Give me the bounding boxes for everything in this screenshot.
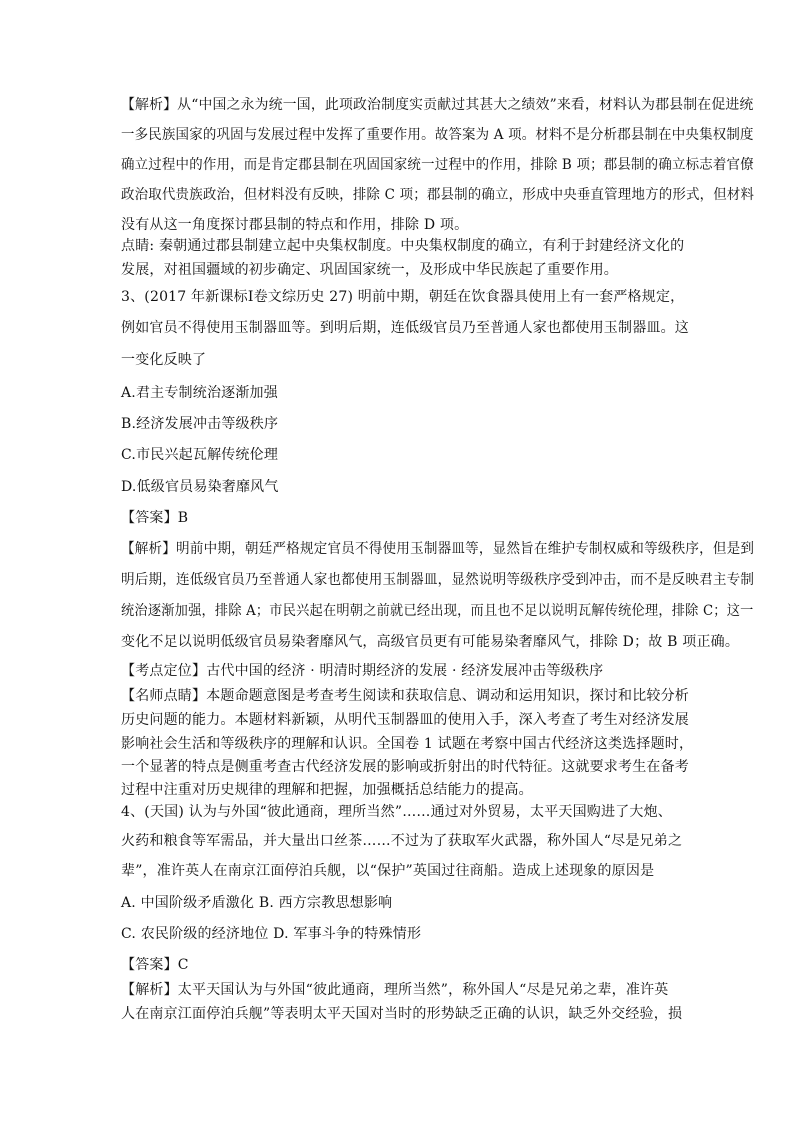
analysis-line-5: 没有从这一角度探讨郡县制的特点和作用，排除 D 项。 <box>121 217 469 233</box>
question-4-options-ab: A. 中国阶级矛盾激化 B. 西方宗教思想影响 <box>121 895 393 911</box>
note-line-1: 点睛: 秦朝通过郡县制建立起中央集权制度。中央集权制度的确立，有利于封建经济文化的 <box>121 238 685 254</box>
question-3-line-2: 例如官员不得使用玉制器皿等。到明后期，连低级官员乃至普通人家也都使用玉制器皿。这 <box>121 320 689 336</box>
analysis-3-line-1: 【解析】明前中期，朝廷严格规定官员不得使用玉制器皿等，显然旨在维护专制权威和等级秩序，但是到 <box>121 541 755 557</box>
knowledge-point: 【考点定位】古代中国的经济 · 明清时期经济的发展 · 经济发展冲击等级秩序 <box>121 663 604 679</box>
analysis-4-line-2: 人在南京江面停泊兵舰”等表明太平天国对当时的形势缺乏正确的认识，缺乏外交经验，损 <box>121 1006 683 1022</box>
question-4-line-2: 火药和粮食等军需品，并大量出口丝茶……不过为了获取军火武器，称外国人“尽是兄弟之 <box>121 833 683 849</box>
option-b: B.经济发展冲击等级秩序 <box>121 416 279 432</box>
question-3-line-3: 一变化反映了 <box>121 352 207 368</box>
teacher-note-line-2: 历史问题的能力。本题材料新颖，从明代玉制器皿的使用入手，深入考查了考生对经济发展 <box>121 712 689 728</box>
teacher-note-line-5: 过程中注重对历史规律的理解和把握，加强概括总结能力的提高。 <box>121 782 533 798</box>
analysis-line-4: 政治取代贵族政治，但材料没有反映，排除 C 项；郡县制的确立，形成中央垂直管理地方的形式，但材料 <box>121 187 755 203</box>
option-c: C.市民兴起瓦解传统伦理 <box>121 447 279 463</box>
analysis-4-line-1: 【解析】太平天国认为与外国“彼此通商，理所当然”，称外国人“尽是兄弟之辈，准许英 <box>121 982 669 998</box>
analysis-3-line-3: 统治逐渐加强，排除 A；市民兴起在明朝之前就已经出现，而且也不足以说明瓦解传统伦理，排除 C；这一 <box>121 603 754 619</box>
note-line-2: 发展，对祖国疆域的初步确定、巩固国家统一，及形成中华民族起了重要作用。 <box>121 262 618 278</box>
teacher-note-line-3: 影响社会生活和等级秩序的理解和认识。全国卷 1 试题在考察中国古代经济这类选择题时， <box>121 736 694 752</box>
analysis-3-line-2: 明后期，连低级官员乃至普通人家也都使用玉制器皿，显然说明等级秩序受到冲击，而不是反映君主专制 <box>121 572 755 588</box>
teacher-note-line-4: 一个显著的特点是侧重考查古代经济发展的影响或折射出的时代特征。这就要求考生在备考 <box>121 759 689 775</box>
analysis-line-3: 确立过程中的作用，而是肯定郡县制在巩固国家统一过程中的作用，排除 B 项；郡县制的确立标志着官僚 <box>121 157 754 173</box>
teacher-note-line-1: 【名师点睛】本题命题意图是考查考生阅读和获取信息、调动和运用知识，探讨和比较分析 <box>121 688 689 704</box>
question-4-line-1: 4、(天国) 认为与外国“彼此通商，理所当然”……通过对外贸易，太平天国购进了大炮、 <box>121 804 672 820</box>
analysis-line-2: 一多民族国家的巩固与发展过程中发挥了重要作用。故答案为 A 项。材料不是分析郡县制在中央集权制度 <box>121 127 754 143</box>
answer-3: 【答案】B <box>121 510 189 526</box>
analysis-line-1: 【解析】从“中国之永为统一国，此项政治制度实贡献过其甚大之绩效”来看，材料认为郡县制在促进统 <box>121 97 754 113</box>
question-4-options-cd: C. 农民阶级的经济地位 D. 军事斗争的特殊情形 <box>121 926 422 942</box>
option-a: A.君主专制统治逐渐加强 <box>121 385 278 401</box>
analysis-3-line-4: 变化不足以说明低级官员易染奢靡风气，高级官员更有可能易染奢靡风气，排除 D；故 B 项正确。 <box>121 634 740 650</box>
option-d: D.低级官员易染奢靡风气 <box>121 479 279 495</box>
question-4-line-3: 辈”，准许英人在南京江面停泊兵舰，以“保护”英国过往商船。造成上述现象的原因是 <box>121 863 655 879</box>
question-3-line-1: 3、(2017 年新课标Ⅰ卷文综历史 27) 明前中期，朝廷在饮食器具使用上有一套严格规定， <box>121 289 685 305</box>
answer-4: 【答案】C <box>121 957 189 973</box>
